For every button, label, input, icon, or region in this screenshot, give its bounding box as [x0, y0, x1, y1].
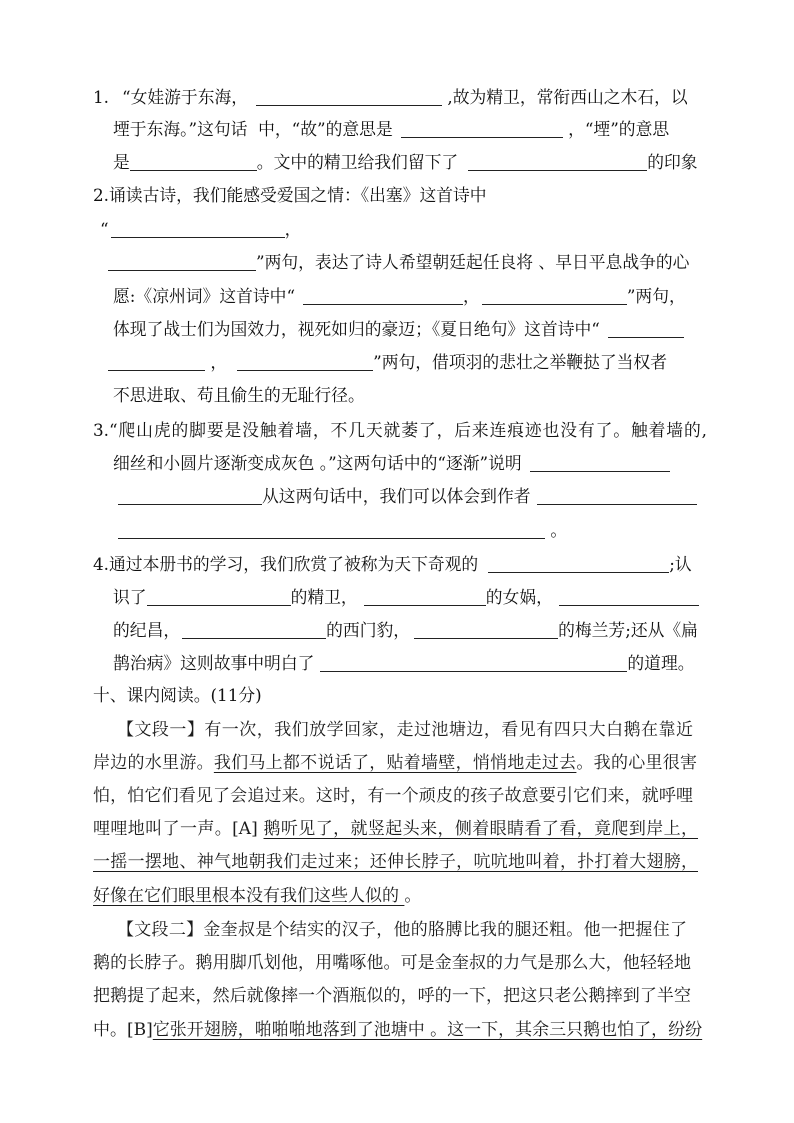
question-text: 2.诵读古诗，我们能感受爱国之情：《出塞》这首诗中 — [93, 185, 487, 205]
question-text: 的印象 — [647, 152, 698, 172]
question-text: 鹊治病》这则故事中明白了 — [113, 653, 315, 673]
underlined-sentence-b: 它张开翅膀，啪啪啪地落到了池塘中 。这一下，其余三只鹅也怕了，纷纷 — [152, 1020, 703, 1040]
passage1-line-4 — [93, 818, 698, 840]
answer-blank — [559, 591, 699, 606]
q2-line-4 — [113, 285, 686, 307]
question-text: 的道理。 — [627, 653, 695, 673]
question-text: 3.“爬山虎的脚要是没触着墙，不几天就萎了，后来连痕迹也没有了。触着墙的, — [93, 420, 707, 440]
question-text: “ — [100, 219, 109, 239]
question-text: 识了 — [113, 587, 147, 607]
underlined-sentence-a: 鹅听见了，就竖起头来，侧着眼睛看了看，竟爬到岸上， — [263, 819, 699, 839]
q4-line-2 — [113, 586, 699, 608]
q4-line-4 — [113, 652, 695, 674]
question-text: ， — [205, 352, 228, 372]
q1-line-3 — [113, 151, 698, 173]
question-text: 是 — [113, 152, 130, 172]
passage-text: 鹅的长脖子。鹅用脚爪划他，用嘴啄他。可是金奎叔的力气是那么大，他轻轻地 — [93, 953, 691, 973]
question-number: 1. — [93, 87, 110, 107]
question-text: 体现了战士们为国效力，视死如归的豪迈；《夏日绝句》这首诗中“ — [113, 319, 600, 339]
q2-line-1 — [93, 184, 487, 206]
passage1-line-1 — [117, 719, 693, 741]
answer-blank — [111, 223, 285, 238]
question-text: 堙于东海。”这句话 中，“故”的意思是 — [113, 119, 393, 139]
answer-blank — [482, 290, 627, 305]
question-text: 愿:《凉州词》这首诗中“ — [113, 286, 296, 306]
question-text: 。 — [545, 520, 568, 540]
question-text: ”两句，表达了诗人希望朝廷起任良将 、早日平息战争的心 — [256, 252, 690, 272]
answer-blank — [303, 290, 463, 305]
q2-line-2 — [100, 218, 301, 240]
passage1-line-3 — [93, 785, 693, 807]
q3-line-1 — [93, 419, 707, 441]
question-text: 4.通过本册书的学习，我们欣赏了被称为天下奇观的 — [93, 554, 479, 574]
passage-text: 【文段二】金奎叔是个结实的汉子，他的胳膊比我的腿还粗。他一把握住了 — [117, 920, 687, 940]
passage-text: 【文段一】有一次，我们放学回家，走过池塘边，看见有四只大白鹅在靠近 — [117, 720, 693, 740]
passage2-line-4 — [93, 1019, 703, 1041]
question-text: 细丝和小圆片逐渐变成灰色 。”这两句话中的“逐渐”说明 — [113, 453, 522, 473]
question-text: ,故为精卫，常衔西山之木石，以 — [442, 87, 688, 107]
question-text: 的女娲， — [485, 587, 553, 607]
question-text: ， — [284, 219, 302, 239]
passage1-line-5 — [93, 851, 698, 873]
passage2-line-2 — [93, 952, 691, 974]
passage-text: 岸边的水里游。 — [93, 753, 214, 773]
question-text: ”两句，借项羽的悲壮之举鞭挞了当权者 — [373, 352, 667, 372]
q1-line-1 — [93, 86, 688, 108]
answer-blank — [256, 91, 442, 106]
answer-blank — [147, 591, 291, 606]
question-text: 的梅兰芳;还从《扁 — [558, 620, 698, 640]
passage-text: 。我的心里很害 — [576, 753, 698, 773]
question-text: ， — [463, 286, 480, 306]
q2-line-5 — [113, 318, 684, 340]
q4-line-3 — [113, 619, 698, 641]
passage-text: 。 — [404, 886, 422, 906]
answer-blank — [108, 356, 205, 371]
q2-line-6 — [108, 351, 667, 373]
question-text: ;认 — [669, 554, 692, 574]
passage-text: 中。[B] — [93, 1020, 153, 1040]
answer-blank — [182, 624, 326, 639]
underlined-sentence-a: 好像在它们眼里根本没有我们这些人似的 — [93, 886, 405, 906]
q2-line-7 — [113, 384, 365, 406]
answer-blank — [130, 156, 257, 171]
question-text: 不思进取、苟且偷生的无耻行径。 — [113, 385, 365, 405]
underlined-sentence-a: 一摇一摆地、神气地朝我们走过来；还伸长脖子，吭吭地叫着，扑打着大翅膀， — [93, 852, 698, 872]
passage-text: 怕，怕它们看见了会追过来。这时，有一个顽皮的孩子故意要引它们来，就呼哩 — [93, 786, 693, 806]
answer-blank — [537, 490, 697, 505]
answer-blank — [364, 591, 486, 606]
answer-blank — [468, 156, 647, 171]
section-heading-text: 十、课内阅读。(11分) — [93, 685, 262, 705]
answer-blank — [414, 624, 558, 639]
q3-line-2 — [113, 452, 670, 474]
question-text: 从这两句话中，我们可以体会到作者 — [262, 486, 531, 506]
question-text: 的西门豹， — [326, 620, 411, 640]
q4-line-1 — [93, 553, 692, 575]
question-text: ”两句， — [626, 286, 686, 306]
q1-line-2 — [113, 118, 669, 140]
answer-blank — [108, 256, 256, 271]
q3-line-3 — [118, 485, 697, 507]
question-text: 的精卫， — [290, 587, 358, 607]
question-text: 的纪昌， — [113, 620, 181, 640]
answer-blank — [237, 356, 373, 371]
passage-text: 把鹅提了起来，然后就像摔一个酒瓶似的，呼的一下，把这只老公鹅摔到了半空 — [93, 986, 691, 1006]
answer-blank — [530, 457, 670, 472]
answer-blank — [488, 558, 669, 573]
question-text: 。文中的精卫给我们留下了 — [256, 152, 459, 172]
passage2-line-1 — [117, 919, 687, 941]
passage1-line-2 — [93, 752, 697, 774]
q2-line-3 — [108, 251, 689, 273]
passage-text: 哩哩地叫了一声。[A] — [93, 819, 264, 839]
answer-blank — [401, 123, 563, 138]
answer-blank — [608, 323, 684, 338]
passage2-line-3 — [93, 985, 691, 1007]
passage1-line-6 — [93, 885, 421, 907]
question-text: “女娃游于东海， — [122, 87, 249, 107]
answer-blank — [320, 657, 627, 672]
q3-line-4 — [118, 519, 567, 541]
answer-blank — [118, 490, 262, 505]
answer-blank — [118, 524, 545, 539]
section-heading — [93, 684, 262, 706]
underlined-sentence: 我们马上都不说话了，贴着墙壁，悄悄地走过去 — [213, 753, 577, 773]
question-text: ，“堙”的意思 — [562, 119, 670, 139]
